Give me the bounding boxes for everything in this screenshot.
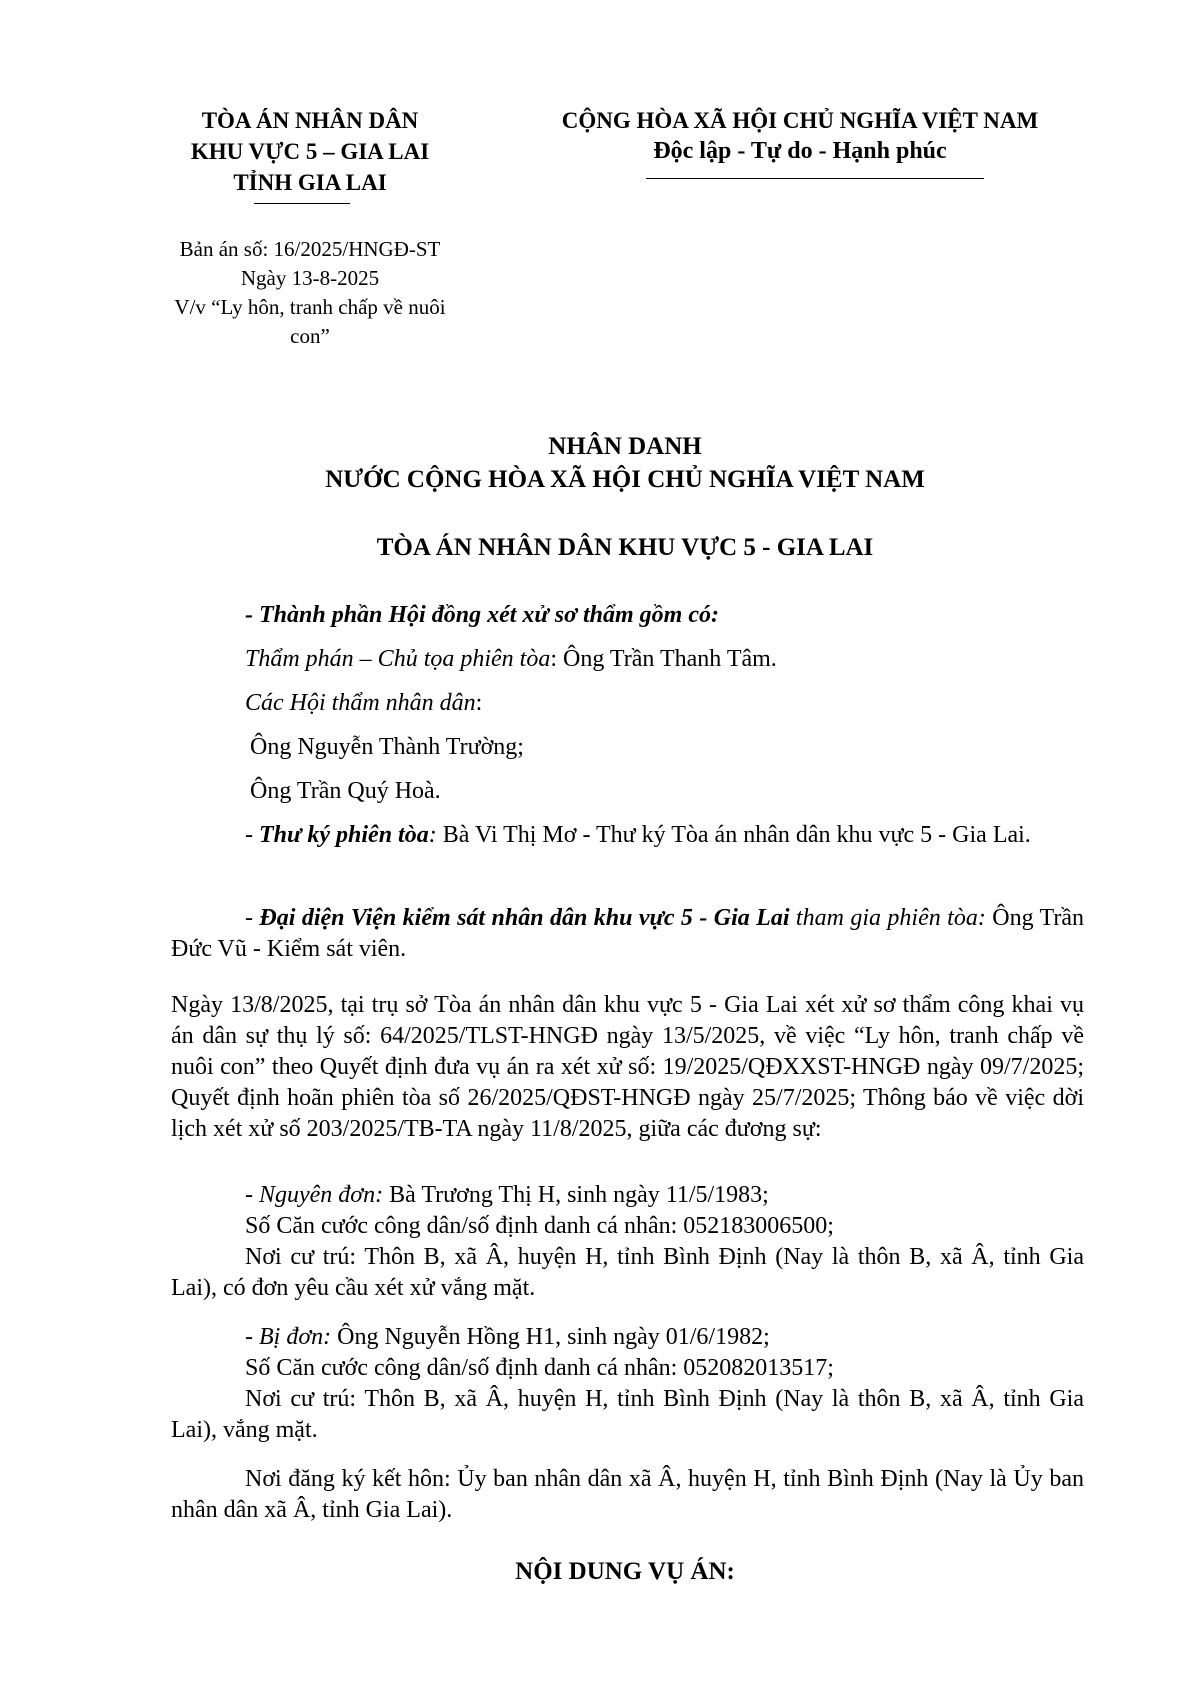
judge-label: Thẩm phán – Chủ tọa phiên tòa: [245, 646, 551, 672]
defendant-id: Số Căn cước công dân/số định danh cá nhân: 052082013517;: [245, 1355, 834, 1381]
in-the-name-of: [170, 430, 1080, 496]
clerk-paragraph: [171, 820, 1084, 851]
court-header-underline: [254, 203, 350, 204]
court-header-line2: KHU VỰC 5 – GIA LAI: [190, 139, 430, 164]
clerk-colon: :: [428, 822, 437, 848]
procurator-value: Ông Trần Đức Vũ - Kiểm sát viên.: [171, 905, 1085, 962]
case-subject-line2: con”: [290, 324, 330, 348]
procurator-paragraph: [171, 903, 1084, 965]
case-number: Bản án số: 16/2025/HNGĐ-ST: [179, 237, 441, 261]
procurator-label: Đại diện Viện kiểm sát nhân dân khu vực 5 - Gia Lai: [259, 905, 790, 931]
national-motto: Độc lập - Tự do - Hạnh phúc: [653, 138, 947, 164]
national-motto-underline: [646, 178, 984, 179]
defendant-label: - Bị đơn:: [245, 1324, 332, 1350]
national-header: [510, 105, 1090, 167]
panel-heading: - Thành phần Hội đồng xét xử sơ thẩm gồm có:: [245, 602, 719, 628]
clerk-label: Thư ký phiên tòa: [259, 822, 429, 848]
juror-1: Ông Nguyễn Thành Trường;: [250, 734, 524, 760]
case-info: [130, 235, 490, 351]
procurator-mid: tham gia phiên tòa:: [789, 905, 986, 931]
court-header-line1: TÒA ÁN NHÂN DÂN: [201, 108, 419, 133]
defendant-name: Ông Nguyễn Hồng H1, sinh ngày 01/6/1982;: [331, 1324, 770, 1350]
defendant-line: [245, 1322, 1158, 1353]
plaintiff-label: - Nguyên đơn:: [245, 1182, 384, 1208]
plaintiff-name: Bà Trương Thị H, sinh ngày 11/5/1983;: [383, 1182, 769, 1208]
intro-paragraph: Ngày 13/8/2025, tại trụ sở Tòa án nhân dân khu vực 5 - Gia Lai xét xử sơ thẩm công khai vụ án dân sự thụ lý số: 64/2025/TLST-HNGĐ ngày 13/5/2025, về việc “Ly hôn, tranh chấp về nuôi con” theo Quyết định đưa vụ án ra xét xử số: 19/2025/QĐXXST-HNGĐ ngày 09/7/2025; Quyết định hoãn phiên tòa số 26/2025/QĐST-HNGĐ ngày 25/7/2025; Thông báo về việc dời lịch xét xử số 203/2025/TB-TA ngày 11/8/2025, giữa các đương sự:: [171, 992, 1084, 1142]
judge-value: : Ông Trần Thanh Tâm.: [550, 646, 777, 672]
plaintiff-residence: Nơi cư trú: Thôn B, xã Â, huyện H, tỉnh Bình Định (Nay là thôn B, xã Â, tỉnh Gia Lai), có đơn yêu cầu xét xử vắng mặt.: [171, 1244, 1084, 1301]
marriage-registration: Nơi đăng ký kết hôn: Ủy ban nhân dân xã Â, huyện H, tỉnh Bình Định (Nay là Ủy ban nhân dân xã Â, tỉnh Gia Lai).: [171, 1466, 1084, 1523]
jurors-heading: [245, 688, 1158, 719]
jurors-colon: :: [475, 690, 483, 716]
court-name-title: TÒA ÁN NHÂN DÂN KHU VỰC 5 - GIA LAI: [376, 534, 874, 561]
plaintiff-id: Số Căn cước công dân/số định danh cá nhân: 052183006500;: [245, 1213, 834, 1239]
defendant-residence: Nơi cư trú: Thôn B, xã Â, huyện H, tỉnh Bình Định (Nay là thôn B, xã Â, tỉnh Gia Lai), vắng mặt.: [171, 1386, 1084, 1443]
presiding-judge: [245, 644, 1158, 675]
court-header-line3: TỈNH GIA LAI: [233, 170, 387, 195]
juror-2: Ông Trần Quý Hoà.: [250, 778, 441, 804]
clerk-value: Bà Vi Thị Mơ - Thư ký Tòa án nhân dân khu vực 5 - Gia Lai.: [436, 822, 1031, 848]
title-line1: NHÂN DANH: [548, 433, 702, 460]
jurors-label: Các Hội thẩm nhân dân: [245, 690, 476, 716]
clerk-dash: -: [245, 822, 259, 848]
case-date: Ngày 13-8-2025: [240, 266, 380, 290]
title-line2: NƯỚC CỘNG HÒA XÃ HỘI CHỦ NGHĨA VIỆT NAM: [325, 466, 925, 493]
case-subject-line1: V/v “Ly hôn, tranh chấp về nuôi: [174, 295, 446, 319]
procurator-dash: -: [245, 905, 260, 931]
court-header: [150, 105, 470, 198]
case-content-heading: NỘI DUNG VỤ ÁN:: [515, 1558, 735, 1585]
plaintiff-line: [245, 1180, 1158, 1211]
national-title: CỘNG HÒA XÃ HỘI CHỦ NGHĨA VIỆT NAM: [561, 108, 1039, 133]
